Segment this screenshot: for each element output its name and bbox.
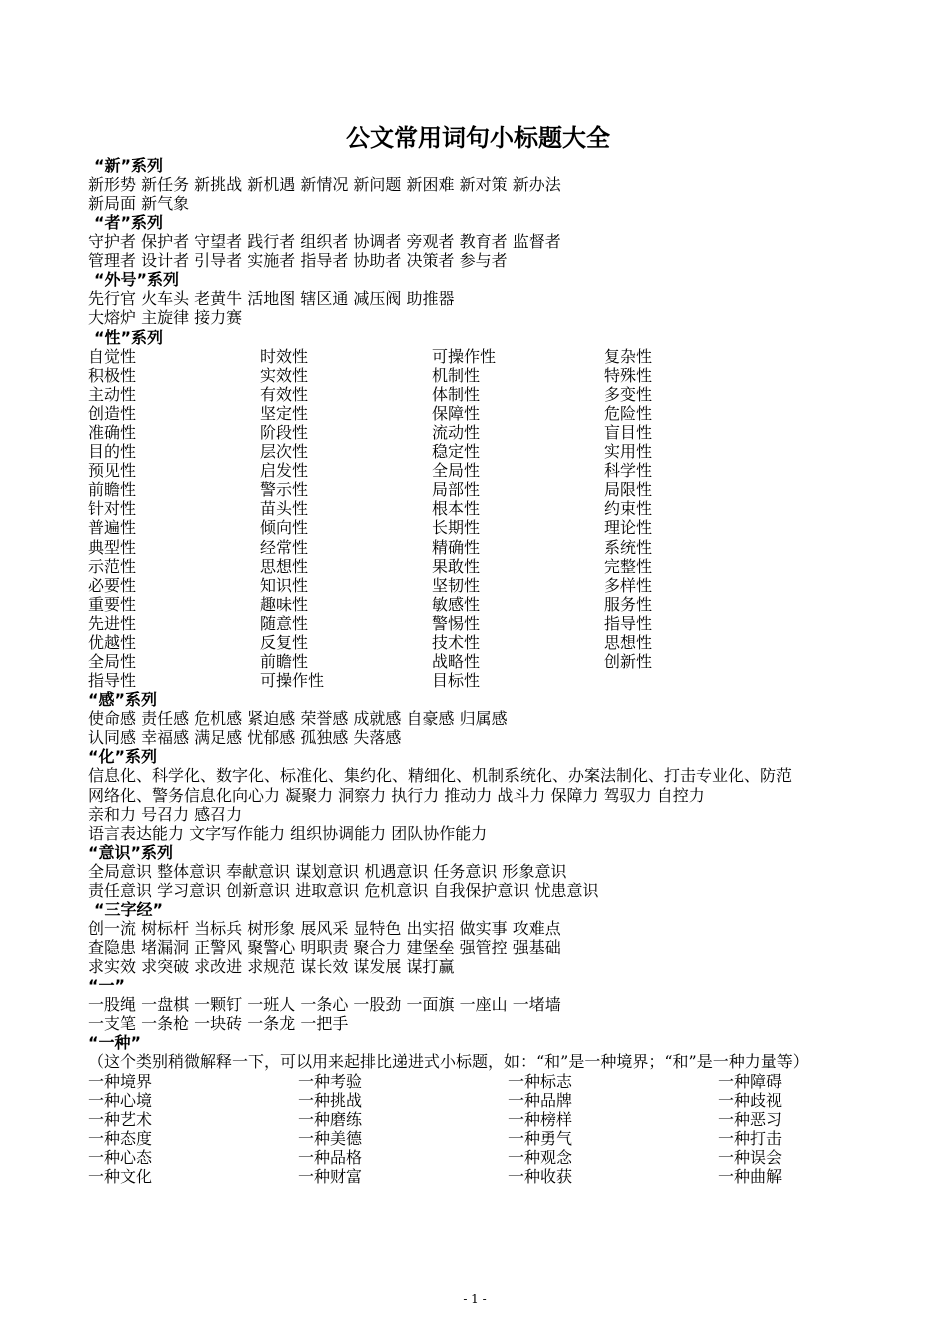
table-cell: 局限性	[604, 480, 653, 500]
table-cell: 一种品格	[298, 1147, 363, 1167]
page-number: - 1 -	[463, 1292, 487, 1306]
table-cell: 可操作性	[260, 671, 325, 691]
table-cell: 有效性	[260, 384, 309, 404]
table-cell: 警惕性	[432, 613, 481, 633]
table-cell: 稳定性	[432, 442, 481, 462]
table-cell: 苗头性	[260, 499, 309, 519]
table-cell	[604, 671, 776, 690]
text-line: 网络化、警务信息化向心力 凝聚力 洞察力 执行力 推动力 战斗力 保障力 驾驭力 自控力	[88, 785, 705, 805]
text-line: 亲和力 号召力 感召力	[88, 804, 243, 824]
table-cell: 思想性	[604, 632, 653, 652]
table-cell: 多样性	[604, 575, 653, 595]
text-line: 新形势 新任务 新挑战 新机遇 新情况 新问题 新困难 新对策 新办法	[88, 175, 561, 194]
text-line: 一股绳 一盘棋 一颗钉 一班人 一条心 一股劲 一面旗 一座山 一堵墙	[88, 995, 561, 1015]
table-cell: 普遍性	[88, 518, 137, 538]
section-heading-sanzijing: “三字经”	[94, 900, 164, 919]
table-cell: 坚韧性	[432, 575, 481, 595]
table-cell: 目的性	[88, 442, 137, 462]
text-line: 先行官 火车头 老黄牛 活地图 辖区通 减压阀 助推器	[88, 289, 455, 309]
table-cell: 危险性	[604, 403, 653, 423]
yizhong-word-table	[88, 1072, 868, 1187]
text-line: 查隐患 堵漏洞 正警风 聚警心 明职责 聚合力 建堡垒 强管控 强基础	[88, 938, 561, 958]
table-cell: 一种打击	[718, 1128, 783, 1148]
table-cell: 预见性	[88, 461, 137, 481]
table-cell: 创新性	[604, 652, 653, 672]
table-cell: 前瞻性	[88, 480, 137, 500]
table-cell: 趣味性	[260, 594, 309, 614]
table-cell: 思想性	[260, 556, 309, 576]
section-heading-hua: “化”系列	[88, 747, 158, 767]
table-cell: 典型性	[88, 537, 137, 557]
table-cell: 反复性	[260, 632, 309, 652]
table-cell: 科学性	[604, 461, 653, 481]
table-cell: 示范性	[88, 556, 137, 576]
table-cell: 实用性	[604, 442, 653, 462]
table-cell: 准确性	[88, 422, 137, 442]
table-cell: 一种心境	[88, 1090, 153, 1110]
table-cell: 战略性	[432, 652, 481, 672]
table-cell: 一种收获	[508, 1167, 573, 1187]
table-cell: 一种障碍	[718, 1071, 783, 1091]
table-cell: 坚定性	[260, 403, 309, 423]
table-cell: 理论性	[604, 518, 653, 538]
document-page	[88, 120, 868, 1186]
table-cell: 一种磨练	[298, 1109, 363, 1129]
text-line: 语言表达能力 文字写作能力 组织协调能力 团队协作能力	[88, 823, 488, 843]
section-heading-xin: “新”系列	[94, 156, 164, 175]
section-heading-gan: “感”系列	[88, 690, 158, 710]
table-cell: 盲目性	[604, 422, 653, 442]
table-cell: 警示性	[260, 480, 309, 500]
table-cell: 完整性	[604, 556, 653, 576]
table-cell: 一种标志	[508, 1071, 573, 1091]
table-cell: 一种心态	[88, 1147, 153, 1167]
table-cell: 时效性	[260, 346, 309, 366]
section-heading-waihao: “外号”系列	[94, 270, 180, 290]
table-cell: 指导性	[604, 613, 653, 633]
text-line: 新局面 新气象	[88, 194, 190, 214]
table-cell: 敏感性	[432, 594, 481, 614]
table-cell: 多变性	[604, 384, 653, 404]
text-line: 大熔炉 主旋律 接力赛	[88, 308, 243, 328]
table-cell: 层次性	[260, 442, 309, 462]
section-heading-yi: “一”	[88, 976, 126, 996]
table-cell: 积极性	[88, 365, 137, 385]
table-cell: 一种勇气	[508, 1128, 573, 1148]
table-cell: 阶段性	[260, 422, 309, 442]
section-heading-zhe: “者”系列	[94, 213, 164, 233]
text-line: 责任意识 学习意识 创新意识 进取意识 危机意识 自我保护意识 忧患意识	[88, 880, 599, 900]
table-cell: 一种曲解	[718, 1167, 783, 1187]
table-cell: 复杂性	[604, 346, 653, 366]
xing-word-table	[88, 347, 868, 691]
table-cell: 主动性	[88, 384, 137, 404]
table-cell: 流动性	[432, 422, 481, 442]
table-cell: 先进性	[88, 613, 137, 633]
table-cell: 一种境界	[88, 1071, 153, 1091]
table-cell: 目标性	[432, 671, 481, 691]
table-cell: 一种文化	[88, 1167, 153, 1187]
table-cell: 局部性	[432, 480, 481, 500]
section-note: （这个类别稍微解释一下，可以用来起排比递进式小标题，如：“和”是一种境界；“和”是一种力量等）	[88, 1052, 809, 1072]
table-cell: 系统性	[604, 537, 653, 557]
table-cell: 约束性	[604, 499, 653, 519]
section-heading-yizhong: “一种”	[88, 1033, 142, 1053]
page-title: 公文常用词句小标题大全	[346, 124, 610, 152]
text-line: 信息化、科学化、数字化、标准化、集约化、精细化、机制系统化、办案法制化、打击专业化、防范	[88, 766, 793, 786]
table-cell: 一种美德	[298, 1128, 363, 1148]
table-cell: 技术性	[432, 632, 481, 652]
table-cell: 一种观念	[508, 1147, 573, 1167]
table-cell: 前瞻性	[260, 652, 309, 672]
table-cell: 重要性	[88, 594, 137, 614]
table-cell: 实效性	[260, 365, 309, 385]
table-cell: 自觉性	[88, 346, 137, 366]
table-cell: 必要性	[88, 575, 137, 595]
table-cell: 启发性	[260, 461, 309, 481]
table-cell: 保障性	[432, 403, 481, 423]
text-line: 创一流 树标杆 当标兵 树形象 展风采 显特色 出实招 做实事 攻难点	[88, 919, 561, 938]
table-cell: 可操作性	[432, 346, 497, 366]
table-cell: 一种财富	[298, 1167, 363, 1187]
table-cell: 全局性	[88, 652, 137, 672]
table-cell: 全局性	[432, 461, 481, 481]
table-cell: 一种恶习	[718, 1109, 783, 1129]
text-line: 使命感 责任感 危机感 紧迫感 荣誉感 成就感 自豪感 归属感	[88, 709, 508, 729]
table-cell: 一种误会	[718, 1147, 783, 1167]
section-heading-xing: “性”系列	[94, 327, 164, 347]
table-cell: 服务性	[604, 594, 653, 614]
table-cell: 果敢性	[432, 556, 481, 576]
table-cell: 根本性	[432, 499, 481, 519]
table-cell: 精确性	[432, 537, 481, 557]
table-cell: 一种品牌	[508, 1090, 573, 1110]
table-cell: 随意性	[260, 613, 309, 633]
table-cell: 一种态度	[88, 1128, 153, 1148]
text-line: 守护者 保护者 守望者 践行者 组织者 协调者 旁观者 教育者 监督者	[88, 232, 561, 252]
text-line: 求实效 求突破 求改进 求规范 谋长效 谋发展 谋打赢	[88, 957, 455, 977]
table-cell: 指导性	[88, 671, 137, 691]
text-line: 全局意识 整体意识 奉献意识 谋划意识 机遇意识 任务意识 形象意识	[88, 861, 567, 881]
table-cell: 知识性	[260, 575, 309, 595]
table-cell: 机制性	[432, 365, 481, 385]
table-cell: 特殊性	[604, 365, 653, 385]
table-cell: 一种考验	[298, 1071, 363, 1091]
table-cell: 创造性	[88, 403, 137, 423]
table-cell: 一种歧视	[718, 1090, 783, 1110]
table-cell: 倾向性	[260, 518, 309, 538]
text-line: 管理者 设计者 引导者 实施者 指导者 协助者 决策者 参与者	[88, 251, 508, 271]
table-cell: 一种挑战	[298, 1090, 363, 1110]
text-line: 认同感 幸福感 满足感 忧郁感 孤独感 失落感	[88, 728, 402, 748]
table-cell: 针对性	[88, 499, 137, 519]
table-cell: 长期性	[432, 518, 481, 538]
table-cell: 优越性	[88, 632, 137, 652]
table-cell: 一种榜样	[508, 1109, 573, 1129]
section-heading-yishi: “意识”系列	[88, 842, 174, 862]
table-cell: 体制性	[432, 384, 481, 404]
text-line: 一支笔 一条枪 一块砖 一条龙 一把手	[88, 1014, 349, 1034]
table-cell: 经常性	[260, 537, 309, 557]
table-cell: 一种艺术	[88, 1109, 153, 1129]
